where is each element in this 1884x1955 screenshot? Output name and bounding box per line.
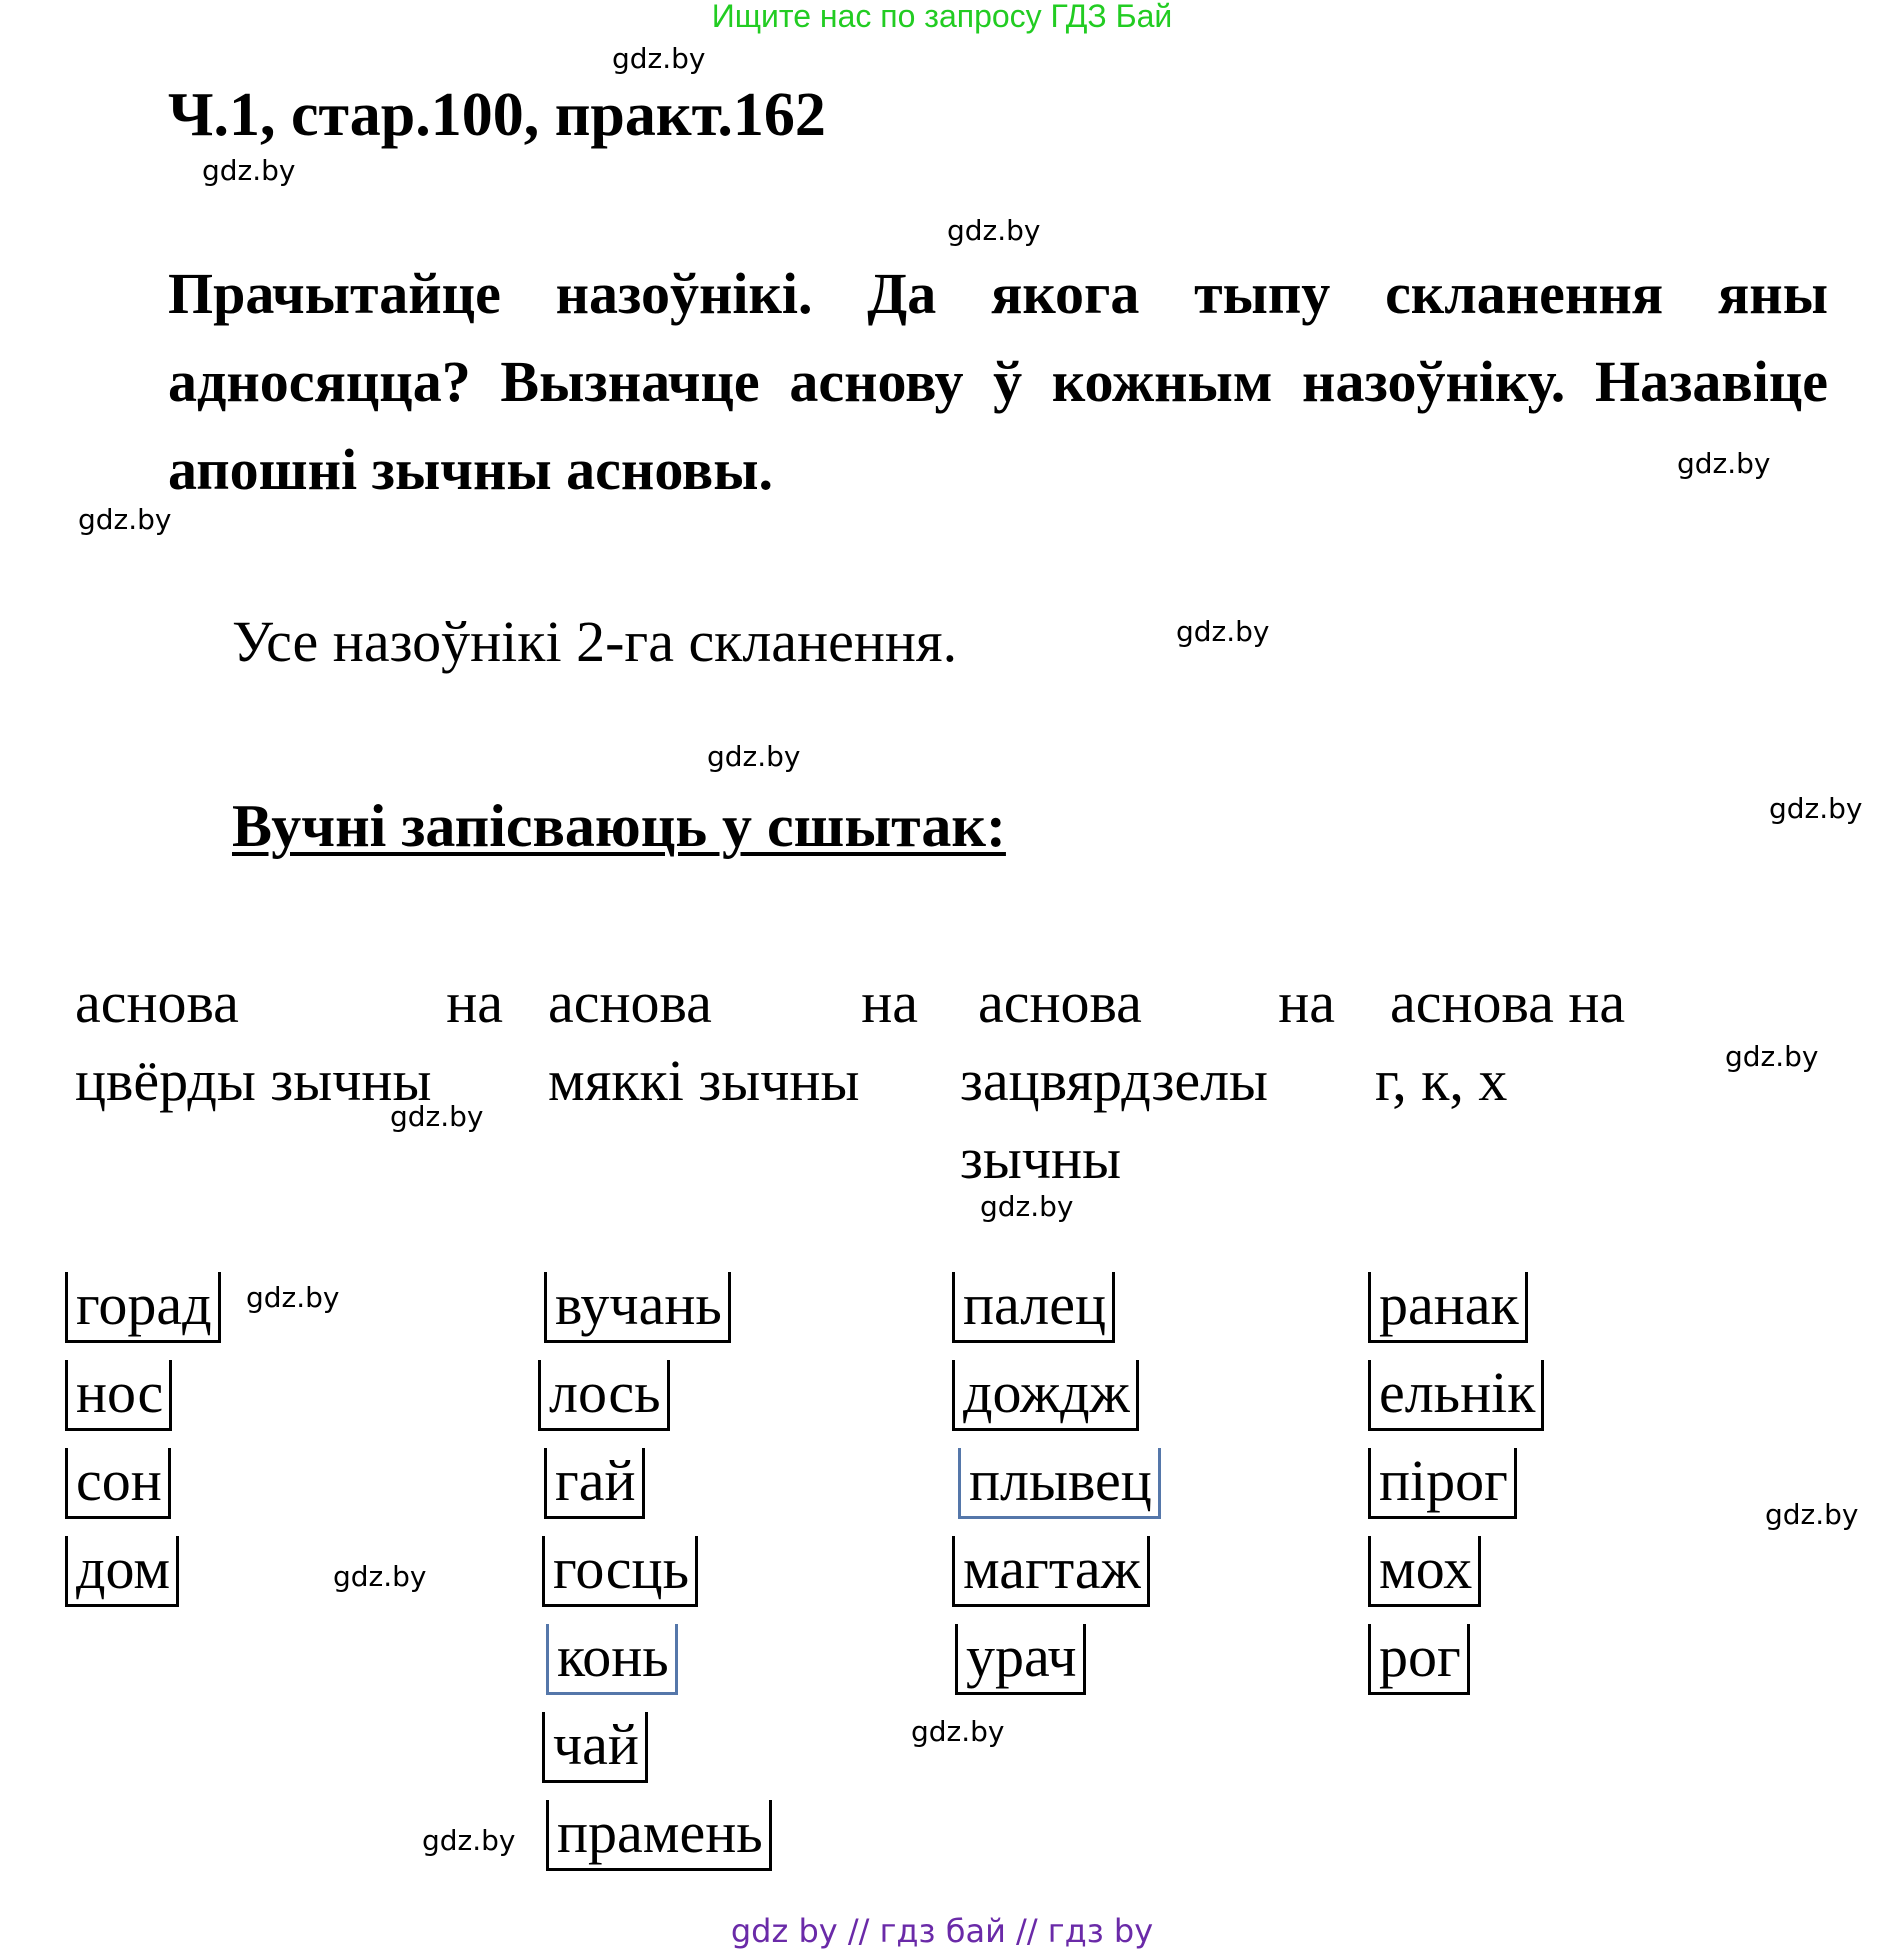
footer-links[interactable]: gdz by // гдз бай // гдз by [730, 1912, 1154, 1950]
watermark: gdz.by [1725, 1040, 1819, 1073]
task-text: Прачытайце назоўнікі. Да якога тыпу скланення яны адносяцца? Вызначце аснову ў кожным назоўніку. Назавіце апошні зычны асновы. [168, 261, 1828, 502]
watermark: gdz.by [1677, 447, 1771, 480]
word-stem: сон [65, 1448, 171, 1519]
word-stem: магтаж [952, 1536, 1150, 1607]
word-stem: госць [542, 1536, 698, 1607]
word-stem: дождж [952, 1360, 1139, 1431]
watermark: gdz.by [390, 1100, 484, 1133]
word-stem: мох [1368, 1536, 1481, 1607]
watermark: gdz.by [1769, 792, 1863, 825]
word-stem: вучань [544, 1272, 731, 1343]
watermark: gdz.by [333, 1560, 427, 1593]
watermark: gdz.by [911, 1715, 1005, 1748]
word-stem: рог [1368, 1624, 1470, 1695]
word-stem: чай [542, 1712, 648, 1783]
word-stem: нос [65, 1360, 172, 1431]
column-heading: аснова на мяккі зычны [548, 970, 918, 1113]
watermark: gdz.by [246, 1281, 340, 1314]
watermark: gdz.by [612, 42, 706, 75]
column-heading: аснова на г, к, х [1375, 970, 1626, 1113]
word-stem: горад [65, 1272, 221, 1343]
word-stem: дом [65, 1536, 179, 1607]
word-stem: ельнік [1368, 1360, 1544, 1431]
watermark: gdz.by [707, 740, 801, 773]
word-stem: палец [952, 1272, 1115, 1343]
word-stem: гай [544, 1448, 645, 1519]
column-heading: аснова на цвёрды зычны [75, 970, 503, 1113]
word-stem: прамень [546, 1800, 772, 1871]
watermark: gdz.by [78, 503, 172, 536]
word-stem: ранак [1368, 1272, 1528, 1343]
word-stem: пірог [1368, 1448, 1517, 1519]
promo-banner[interactable]: Ищите нас по запросу ГДЗ Бай [711, 0, 1173, 34]
subheading: Вучні запісваюць у сшытак: [232, 793, 1006, 859]
answer-text: Усе назоўнікі 2-га скланення. [232, 609, 958, 674]
watermark: gdz.by [1176, 615, 1270, 648]
watermark: gdz.by [980, 1190, 1074, 1223]
word-stem: лось [538, 1360, 670, 1431]
word-stem: конь [546, 1624, 678, 1695]
watermark: gdz.by [1765, 1498, 1859, 1531]
watermark: gdz.by [947, 214, 1041, 247]
watermark: gdz.by [202, 154, 296, 187]
watermark: gdz.by [422, 1824, 516, 1857]
page-title: Ч.1, стар.100, практ.162 [168, 81, 826, 149]
word-stem: плывец [958, 1448, 1161, 1519]
column-heading: аснова на зацвярдзелы зычны [960, 970, 1335, 1191]
word-stem: урач [955, 1624, 1086, 1695]
